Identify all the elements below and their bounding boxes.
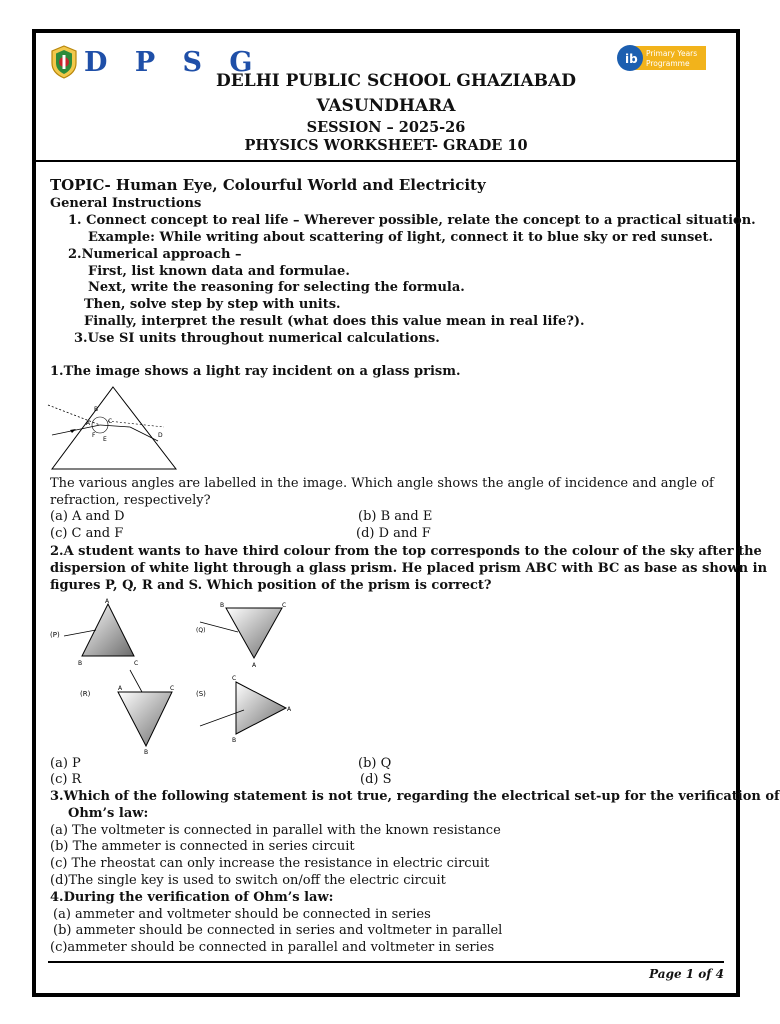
page-number: Page 1 of 4 <box>649 967 724 981</box>
q2-label: (P) <box>50 631 60 639</box>
instruction-line: First, list known data and formulae. <box>88 264 350 279</box>
q2-label: A <box>118 685 123 692</box>
instruction-line: Then, solve step by step with units. <box>84 297 341 312</box>
footer-divider <box>48 961 724 963</box>
q4-option-b: (b) ammeter should be connected in series and voltmeter in parallel <box>53 923 503 938</box>
ib-line2: Programme <box>646 59 690 68</box>
instruction-line: 3.Use SI units throughout numerical calculations. <box>74 331 440 346</box>
q1-label: C <box>108 418 113 425</box>
q1-label: E <box>103 436 107 443</box>
q1-label: B <box>94 406 99 413</box>
q3-question: Ohm’s law: <box>68 806 149 821</box>
instruction-line: 2.Numerical approach – <box>68 247 242 262</box>
q1-option-b: (b) B and E <box>358 509 433 524</box>
q3-option-b: (b) The ammeter is connected in series circuit <box>50 839 355 854</box>
q1-text: refraction, respectively? <box>50 493 211 508</box>
q2-option-a: (a) P <box>50 756 81 771</box>
instructions-heading: General Instructions <box>50 196 202 211</box>
ib-letter: ib <box>625 52 638 66</box>
ib-pyp-badge-icon <box>616 43 708 73</box>
q2-label: A <box>287 706 292 713</box>
q2-label: (R) <box>80 690 91 698</box>
q1-text: The various angles are labelled in the image. Which angle shows the angle of incidence and angle of <box>50 476 714 491</box>
q4-option-c: (c)ammeter should be connected in parallel and voltmeter in series <box>50 940 495 955</box>
q2-label: B <box>220 602 225 609</box>
q2-label: C <box>134 660 139 667</box>
q1-question: 1.The image shows a light ray incident on a glass prism. <box>50 364 461 379</box>
q3-option-a: (a) The voltmeter is connected in parallel with the known resistance <box>50 823 501 838</box>
q2-label: A <box>252 662 257 669</box>
q4-question: 4.During the verification of Ohm’s law: <box>50 890 334 905</box>
q2-label: A <box>105 598 110 605</box>
school-name: DELHI PUBLIC SCHOOL GHAZIABAD <box>216 71 576 91</box>
logo-text: D P S G <box>84 46 262 78</box>
q2-question: dispersion of white light through a glass prism. He placed prism ABC with BC as base as shown in <box>50 561 768 576</box>
q1-prism-figure <box>48 385 178 471</box>
q3-question: 3.Which of the following statement is not true, regarding the electrical set-up for the verification of <box>50 789 780 804</box>
header <box>36 33 736 162</box>
topic-title: TOPIC- Human Eye, Colourful World and Electricity <box>50 176 486 194</box>
q2-label: C <box>170 685 175 692</box>
instruction-line: Next, write the reasoning for selecting the formula. <box>88 280 465 295</box>
instruction-line: Example: While writing about scattering of light, connect it to blue sky or red sunset. <box>88 230 714 245</box>
q2-label: B <box>144 749 149 756</box>
q1-label: D <box>158 432 163 439</box>
q2-label: (S) <box>196 690 206 698</box>
school-location: VASUNDHARA <box>316 96 456 116</box>
q2-option-b: (b) Q <box>358 756 392 771</box>
page-frame <box>32 29 780 997</box>
q2-label: B <box>78 660 83 667</box>
q2-label: (Q) <box>196 627 206 634</box>
instruction-line: Finally, interpret the result (what does this value mean in real life?). <box>84 314 585 329</box>
session: SESSION – 2025-26 <box>306 119 466 136</box>
q4-option-a: (a) ammeter and voltmeter should be connected in series <box>53 907 431 922</box>
q3-option-d: (d)The single key is used to switch on/off the electric circuit <box>50 873 446 888</box>
q2-label: C <box>232 675 237 682</box>
q1-label: A <box>86 420 91 427</box>
worksheet-title: PHYSICS WORKSHEET- GRADE 10 <box>244 137 528 154</box>
ib-line1: Primary Years <box>646 49 698 58</box>
q2-question: 2.A student wants to have third colour from the top corresponds to the colour of the sky after the <box>50 544 762 559</box>
q1-option-a: (a) A and D <box>50 509 125 524</box>
q2-question: figures P, Q, R and S. Which position of the prism is correct? <box>50 578 492 593</box>
q2-option-d: (d) S <box>360 772 392 787</box>
instruction-line: 1. Connect concept to real life – Wherever possible, relate the concept to a practical situation. <box>68 213 756 228</box>
q2-label: C <box>282 602 287 609</box>
q2-option-c: (c) R <box>50 772 82 787</box>
q3-option-c: (c) The rheostat can only increase the resistance in electric circuit <box>50 856 490 871</box>
q1-option-c: (c) C and F <box>50 526 124 541</box>
q2-prism-figures <box>50 596 290 756</box>
q1-option-d: (d) D and F <box>356 526 431 541</box>
q2-label: B <box>232 737 237 744</box>
q1-label: F <box>92 432 96 439</box>
